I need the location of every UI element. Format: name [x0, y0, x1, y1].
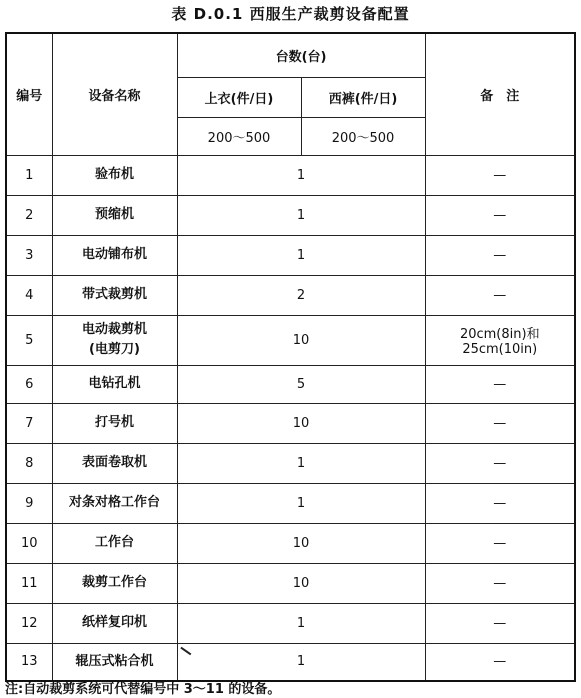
row-name: 打号机 [52, 403, 177, 443]
row-name-line2: (电剪刀) [89, 342, 140, 357]
row-count: 10 [177, 563, 425, 603]
table-row [6, 275, 575, 315]
table-row [6, 403, 575, 443]
header-name: 设备名称 [52, 33, 177, 155]
row-count: 1 [177, 603, 425, 643]
row-remark: — [425, 443, 575, 483]
table-row [6, 315, 575, 365]
row-remark [425, 315, 575, 365]
row-no: 7 [6, 403, 52, 443]
table-row [6, 643, 575, 681]
table-row [6, 523, 575, 563]
row-remark-line1: 20cm(8in)和 [459, 327, 540, 342]
row-name: 验布机 [52, 155, 177, 195]
footnote: 注:自动裁剪系统可代替编号中 3～11 的设备。 [5, 682, 281, 697]
row-count: 1 [177, 155, 425, 195]
header-remark: 备 注 [425, 33, 575, 155]
row-name: 带式裁剪机 [52, 275, 177, 315]
row-no: 10 [6, 523, 52, 563]
row-count: 2 [177, 275, 425, 315]
row-name: 裁剪工作台 [52, 563, 177, 603]
row-no: 5 [6, 315, 52, 365]
row-no: 13 [6, 643, 52, 681]
header-no: 编号 [6, 33, 52, 155]
row-name: 预缩机 [52, 195, 177, 235]
row-name: 纸样复印机 [52, 603, 177, 643]
table-title: 表 D.0.1 西服生产裁剪设备配置 [171, 5, 410, 23]
row-no: 6 [6, 365, 52, 403]
table-row [6, 563, 575, 603]
row-remark-line2: 25cm(10in) [462, 342, 538, 357]
row-count: 1 [177, 643, 425, 681]
row-no: 8 [6, 443, 52, 483]
row-no: 11 [6, 563, 52, 603]
row-count: 1 [177, 235, 425, 275]
row-no: 12 [6, 603, 52, 643]
row-remark: — [425, 195, 575, 235]
row-remark: — [425, 403, 575, 443]
row-count: 1 [177, 195, 425, 235]
header-top: 上衣(件/日) [177, 77, 301, 117]
equipment-table [5, 32, 576, 682]
table-row [6, 235, 575, 275]
row-remark: — [425, 235, 575, 275]
row-name: 电动铺布机 [52, 235, 177, 275]
row-remark: — [425, 365, 575, 403]
header-pants-range: 200～500 [301, 117, 425, 155]
table-row [6, 365, 575, 403]
row-count: 10 [177, 403, 425, 443]
row-no: 9 [6, 483, 52, 523]
row-name: 工作台 [52, 523, 177, 563]
row-no: 4 [6, 275, 52, 315]
row-name: 表面卷取机 [52, 443, 177, 483]
row-remark: — [425, 155, 575, 195]
table-row [6, 443, 575, 483]
row-remark: — [425, 643, 575, 681]
row-remark: — [425, 275, 575, 315]
row-name: 对条对格工作台 [52, 483, 177, 523]
header-count: 台数(台) [177, 33, 425, 77]
row-name: 辊压式粘合机 [52, 643, 177, 681]
row-name [52, 315, 177, 365]
row-count: 5 [177, 365, 425, 403]
row-count: 10 [177, 523, 425, 563]
row-name: 电钻孔机 [52, 365, 177, 403]
table-row [6, 483, 575, 523]
table-row [6, 603, 575, 643]
row-no: 1 [6, 155, 52, 195]
table-row [6, 195, 575, 235]
row-count: 1 [177, 483, 425, 523]
row-remark: — [425, 483, 575, 523]
table-row [6, 155, 575, 195]
row-remark: — [425, 603, 575, 643]
header-pants: 西裤(件/日) [301, 77, 425, 117]
row-count: 1 [177, 443, 425, 483]
row-count: 10 [177, 315, 425, 365]
row-no: 3 [6, 235, 52, 275]
row-remark: — [425, 523, 575, 563]
row-no: 2 [6, 195, 52, 235]
row-remark: — [425, 563, 575, 603]
header-top-range: 200～500 [177, 117, 301, 155]
row-name-line1: 电动裁剪机 [81, 322, 147, 337]
